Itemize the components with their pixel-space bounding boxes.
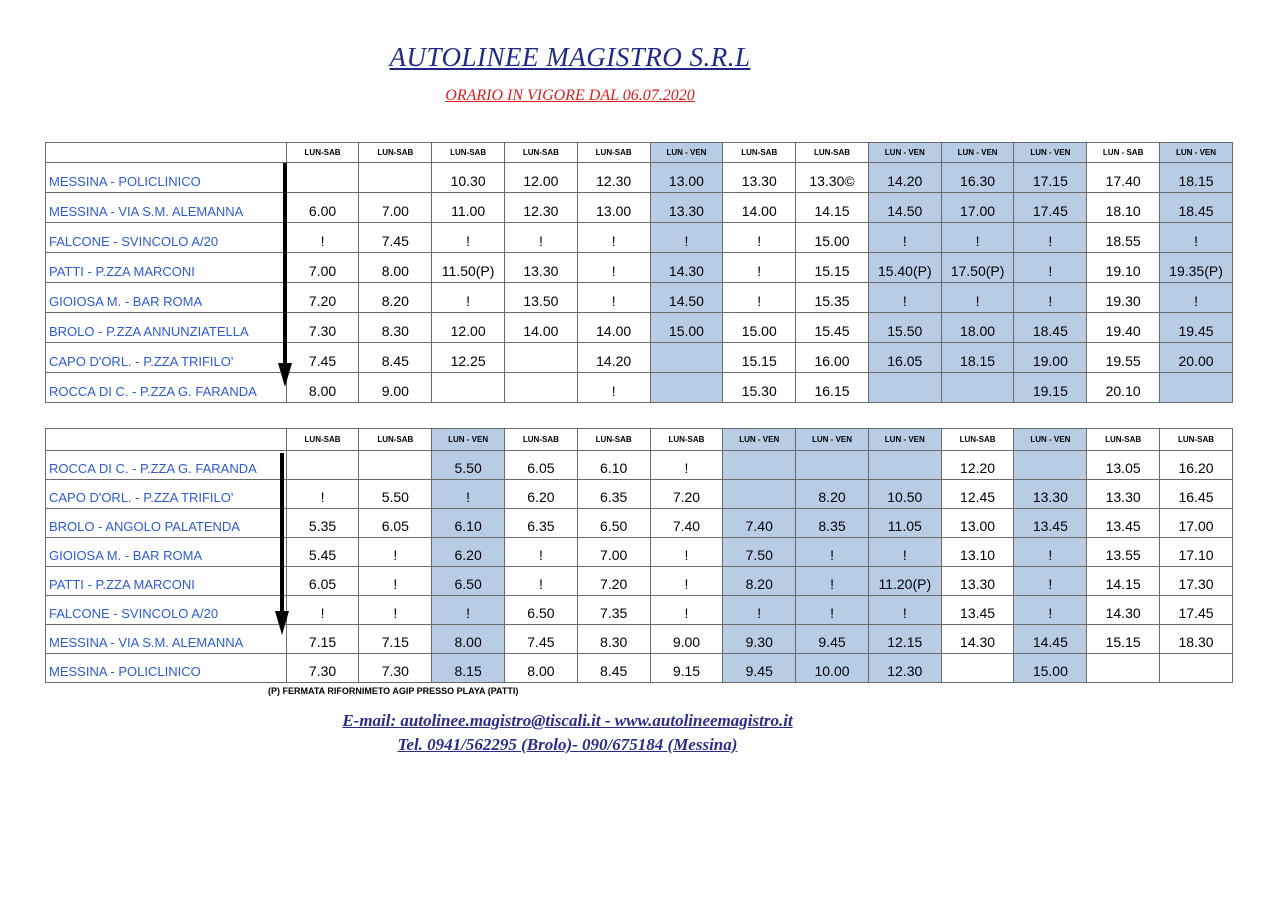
departure-time: ! bbox=[868, 596, 941, 625]
departure-time: 8.00 bbox=[432, 625, 505, 654]
departure-time: ! bbox=[505, 567, 578, 596]
departure-time bbox=[286, 163, 359, 193]
departure-time: 19.00 bbox=[1014, 343, 1087, 373]
departure-time: ! bbox=[1160, 223, 1233, 253]
departure-time: 8.20 bbox=[796, 480, 869, 509]
header-days-cell: LUN-SAB bbox=[1087, 429, 1160, 451]
table-row bbox=[46, 509, 1233, 538]
table-row bbox=[46, 193, 1233, 223]
departure-time: ! bbox=[1014, 567, 1087, 596]
table-row bbox=[46, 283, 1233, 313]
departure-time: 20.00 bbox=[1160, 343, 1233, 373]
departure-time: 18.55 bbox=[1087, 223, 1160, 253]
departure-time: ! bbox=[359, 538, 432, 567]
departure-time: 17.15 bbox=[1014, 163, 1087, 193]
departure-time: 8.30 bbox=[577, 625, 650, 654]
header-stop-cell bbox=[46, 143, 287, 163]
departure-time: ! bbox=[868, 538, 941, 567]
departure-time: 12.25 bbox=[432, 343, 505, 373]
departure-time: 7.30 bbox=[286, 654, 359, 683]
departure-time: 8.45 bbox=[359, 343, 432, 373]
header-days-cell: LUN-SAB bbox=[723, 143, 796, 163]
departure-time: 14.00 bbox=[723, 193, 796, 223]
departure-time: ! bbox=[432, 223, 505, 253]
departure-time bbox=[723, 451, 796, 480]
departure-time: ! bbox=[577, 253, 650, 283]
stop-name: BROLO - ANGOLO PALATENDA bbox=[46, 509, 287, 538]
stop-name: MESSINA - VIA S.M. ALEMANNA bbox=[46, 625, 287, 654]
departure-time: 13.45 bbox=[1014, 509, 1087, 538]
departure-time: 11.05 bbox=[868, 509, 941, 538]
departure-time: 6.35 bbox=[577, 480, 650, 509]
departure-time: 12.15 bbox=[868, 625, 941, 654]
departure-time: ! bbox=[286, 480, 359, 509]
departure-time: ! bbox=[432, 283, 505, 313]
departure-time: 5.45 bbox=[286, 538, 359, 567]
header-days-cell: LUN - VEN bbox=[796, 429, 869, 451]
departure-time: 8.20 bbox=[723, 567, 796, 596]
header-days-cell: LUN-SAB bbox=[286, 429, 359, 451]
departure-time: 13.10 bbox=[941, 538, 1014, 567]
departure-time: 7.45 bbox=[286, 343, 359, 373]
header-days-cell: LUN-SAB bbox=[577, 143, 650, 163]
departure-time: 13.00 bbox=[577, 193, 650, 223]
departure-time: 5.50 bbox=[432, 451, 505, 480]
departure-time: 10.00 bbox=[796, 654, 869, 683]
departure-time: ! bbox=[505, 538, 578, 567]
table-row bbox=[46, 480, 1233, 509]
departure-time: 6.10 bbox=[432, 509, 505, 538]
departure-time: ! bbox=[577, 223, 650, 253]
departure-time: 14.20 bbox=[577, 343, 650, 373]
departure-time: 12.45 bbox=[941, 480, 1014, 509]
departure-time: 6.05 bbox=[505, 451, 578, 480]
departure-time bbox=[723, 480, 796, 509]
departure-time: 13.30 bbox=[650, 193, 723, 223]
departure-time bbox=[650, 343, 723, 373]
departure-time bbox=[650, 373, 723, 403]
header-days-cell: LUN-SAB bbox=[1160, 429, 1233, 451]
departure-time: 15.00 bbox=[796, 223, 869, 253]
departure-time: 15.00 bbox=[650, 313, 723, 343]
departure-time: ! bbox=[868, 223, 941, 253]
table-row bbox=[46, 654, 1233, 683]
departure-time: ! bbox=[650, 451, 723, 480]
departure-time: 18.00 bbox=[941, 313, 1014, 343]
departure-time: 19.35(P) bbox=[1160, 253, 1233, 283]
departure-time bbox=[868, 451, 941, 480]
table-row bbox=[46, 596, 1233, 625]
stop-name: MESSINA - POLICLINICO bbox=[46, 654, 287, 683]
departure-time: ! bbox=[505, 223, 578, 253]
table-row bbox=[46, 538, 1233, 567]
departure-time: 11.20(P) bbox=[868, 567, 941, 596]
direction-arrow-return bbox=[280, 453, 284, 613]
departure-time: 13.55 bbox=[1087, 538, 1160, 567]
header-days-cell: LUN-SAB bbox=[286, 143, 359, 163]
departure-time: 17.40 bbox=[1087, 163, 1160, 193]
header-days-cell: LUN - VEN bbox=[941, 143, 1014, 163]
departure-time bbox=[359, 451, 432, 480]
departure-time: ! bbox=[723, 253, 796, 283]
departure-time: ! bbox=[1014, 538, 1087, 567]
header-days-cell: LUN - VEN bbox=[723, 429, 796, 451]
departure-time bbox=[796, 451, 869, 480]
departure-time: ! bbox=[577, 283, 650, 313]
departure-time: 8.00 bbox=[505, 654, 578, 683]
departure-time: 16.20 bbox=[1160, 451, 1233, 480]
departure-time: 14.50 bbox=[868, 193, 941, 223]
departure-time: 9.30 bbox=[723, 625, 796, 654]
stop-name: MESSINA - POLICLINICO bbox=[46, 163, 287, 193]
departure-time: 13.30 bbox=[1014, 480, 1087, 509]
departure-time: 18.10 bbox=[1087, 193, 1160, 223]
departure-time: 17.45 bbox=[1014, 193, 1087, 223]
departure-time: ! bbox=[941, 223, 1014, 253]
departure-time: 8.45 bbox=[577, 654, 650, 683]
departure-time: 8.30 bbox=[359, 313, 432, 343]
departure-time: ! bbox=[286, 223, 359, 253]
departure-time: 13.30 bbox=[723, 163, 796, 193]
stop-name: PATTI - P.ZZA MARCONI bbox=[46, 567, 287, 596]
departure-time: 13.05 bbox=[1087, 451, 1160, 480]
stop-name: GIOIOSA M. - BAR ROMA bbox=[46, 283, 287, 313]
header-stop-cell bbox=[46, 429, 287, 451]
header-row bbox=[46, 143, 1233, 163]
table-row bbox=[46, 625, 1233, 654]
header-days-cell: LUN-SAB bbox=[359, 143, 432, 163]
departure-time: 16.30 bbox=[941, 163, 1014, 193]
departure-time: 7.40 bbox=[723, 509, 796, 538]
departure-time: 11.50(P) bbox=[432, 253, 505, 283]
departure-time: 8.15 bbox=[432, 654, 505, 683]
departure-time: 13.30 bbox=[1087, 480, 1160, 509]
stop-name: FALCONE - SVINCOLO A/20 bbox=[46, 223, 287, 253]
header-days-cell: LUN-SAB bbox=[505, 143, 578, 163]
departure-time: 16.05 bbox=[868, 343, 941, 373]
schedule-validity-subtitle: ORARIO IN VIGORE DAL 06.07.2020 bbox=[445, 87, 695, 104]
stop-name: PATTI - P.ZZA MARCONI bbox=[46, 253, 287, 283]
departure-time: 15.15 bbox=[796, 253, 869, 283]
departure-time: 19.10 bbox=[1087, 253, 1160, 283]
departure-time: 18.45 bbox=[1160, 193, 1233, 223]
departure-time: ! bbox=[868, 283, 941, 313]
departure-time: 20.10 bbox=[1087, 373, 1160, 403]
departure-time: 5.50 bbox=[359, 480, 432, 509]
stop-name: BROLO - P.ZZA ANNUNZIATELLA bbox=[46, 313, 287, 343]
stop-name: MESSINA - VIA S.M. ALEMANNA bbox=[46, 193, 287, 223]
departure-time bbox=[432, 373, 505, 403]
departure-time: 6.00 bbox=[286, 193, 359, 223]
departure-time: 16.15 bbox=[796, 373, 869, 403]
departure-time: 15.35 bbox=[796, 283, 869, 313]
departure-time: 13.30 bbox=[941, 567, 1014, 596]
departure-time: ! bbox=[650, 223, 723, 253]
departure-time: 15.15 bbox=[723, 343, 796, 373]
departure-time: 14.00 bbox=[577, 313, 650, 343]
departure-time: 7.20 bbox=[577, 567, 650, 596]
departure-time: 9.45 bbox=[723, 654, 796, 683]
departure-time: ! bbox=[650, 596, 723, 625]
departure-time bbox=[941, 373, 1014, 403]
departure-time: 6.05 bbox=[359, 509, 432, 538]
departure-time: 13.30 bbox=[505, 253, 578, 283]
departure-time: 18.45 bbox=[1014, 313, 1087, 343]
departure-time: 8.00 bbox=[286, 373, 359, 403]
header-days-cell: LUN-SAB bbox=[796, 143, 869, 163]
departure-time: 7.30 bbox=[286, 313, 359, 343]
departure-time: ! bbox=[796, 538, 869, 567]
departure-time: 15.40(P) bbox=[868, 253, 941, 283]
departure-time: 18.15 bbox=[941, 343, 1014, 373]
departure-time bbox=[359, 163, 432, 193]
header-days-cell: LUN - VEN bbox=[868, 143, 941, 163]
header-days-cell: LUN - VEN bbox=[1014, 143, 1087, 163]
departure-time: 19.55 bbox=[1087, 343, 1160, 373]
departure-time: ! bbox=[941, 283, 1014, 313]
departure-time: ! bbox=[286, 596, 359, 625]
departure-time: ! bbox=[1014, 596, 1087, 625]
header-days-cell: LUN-SAB bbox=[432, 143, 505, 163]
departure-time: 15.45 bbox=[796, 313, 869, 343]
departure-time: 15.00 bbox=[1014, 654, 1087, 683]
page-title: AUTOLINEE MAGISTRO S.R.L bbox=[389, 42, 751, 72]
stop-name: CAPO D'ORL. - P.ZZA TRIFILO' bbox=[46, 480, 287, 509]
departure-time: 10.30 bbox=[432, 163, 505, 193]
table-row bbox=[46, 253, 1233, 283]
departure-time: 12.30 bbox=[868, 654, 941, 683]
departure-time: 6.50 bbox=[577, 509, 650, 538]
contact-email-web[interactable]: E-mail: autolinee.magistro@tiscali.it - www.autolineemagistro.it bbox=[342, 711, 793, 730]
departure-time: 7.00 bbox=[286, 253, 359, 283]
departure-time: 15.15 bbox=[1087, 625, 1160, 654]
departure-time: 18.30 bbox=[1160, 625, 1233, 654]
departure-time: ! bbox=[577, 373, 650, 403]
departure-time: 7.30 bbox=[359, 654, 432, 683]
departure-time: 11.00 bbox=[432, 193, 505, 223]
departure-time bbox=[505, 343, 578, 373]
departure-time: ! bbox=[650, 567, 723, 596]
departure-time: 7.00 bbox=[577, 538, 650, 567]
departure-time: ! bbox=[723, 223, 796, 253]
header-days-cell: LUN - VEN bbox=[868, 429, 941, 451]
stop-name: FALCONE - SVINCOLO A/20 bbox=[46, 596, 287, 625]
stop-name: GIOIOSA M. - BAR ROMA bbox=[46, 538, 287, 567]
table-row bbox=[46, 313, 1233, 343]
departure-time: 13.00 bbox=[650, 163, 723, 193]
departure-time bbox=[505, 373, 578, 403]
table-row bbox=[46, 567, 1233, 596]
departure-time: 7.15 bbox=[359, 625, 432, 654]
header-days-cell: LUN-SAB bbox=[941, 429, 1014, 451]
departure-time: 15.30 bbox=[723, 373, 796, 403]
departure-time: 6.35 bbox=[505, 509, 578, 538]
departure-time: 13.30© bbox=[796, 163, 869, 193]
departure-time: 14.45 bbox=[1014, 625, 1087, 654]
departure-time: 16.00 bbox=[796, 343, 869, 373]
departure-time: ! bbox=[1014, 283, 1087, 313]
departure-time: 19.40 bbox=[1087, 313, 1160, 343]
header-days-cell: LUN - SAB bbox=[1087, 143, 1160, 163]
departure-time: 14.00 bbox=[505, 313, 578, 343]
departure-time: ! bbox=[723, 283, 796, 313]
departure-time: ! bbox=[1014, 253, 1087, 283]
departure-time: 14.15 bbox=[796, 193, 869, 223]
departure-time bbox=[1160, 654, 1233, 683]
departure-time bbox=[286, 451, 359, 480]
table-row bbox=[46, 163, 1233, 193]
departure-time: 18.15 bbox=[1160, 163, 1233, 193]
departure-time: 7.40 bbox=[650, 509, 723, 538]
table-row bbox=[46, 223, 1233, 253]
header-days-cell: LUN-SAB bbox=[577, 429, 650, 451]
departure-time: 5.35 bbox=[286, 509, 359, 538]
departure-time: 6.20 bbox=[432, 538, 505, 567]
departure-time: 17.45 bbox=[1160, 596, 1233, 625]
departure-time: 8.00 bbox=[359, 253, 432, 283]
departure-time: 8.35 bbox=[796, 509, 869, 538]
direction-arrow-outbound bbox=[283, 163, 287, 365]
departure-time: ! bbox=[723, 596, 796, 625]
departure-time: 10.50 bbox=[868, 480, 941, 509]
departure-time: 7.50 bbox=[723, 538, 796, 567]
departure-time: 7.20 bbox=[650, 480, 723, 509]
departure-time: 6.50 bbox=[505, 596, 578, 625]
header-days-cell: LUN - VEN bbox=[650, 143, 723, 163]
header-row bbox=[46, 429, 1233, 451]
departure-time bbox=[1160, 373, 1233, 403]
departure-time: ! bbox=[796, 596, 869, 625]
departure-time: ! bbox=[796, 567, 869, 596]
departure-time: 12.00 bbox=[505, 163, 578, 193]
departure-time: 12.20 bbox=[941, 451, 1014, 480]
departure-time: 6.05 bbox=[286, 567, 359, 596]
departure-time: 14.30 bbox=[941, 625, 1014, 654]
departure-time: ! bbox=[1014, 223, 1087, 253]
departure-time: 17.10 bbox=[1160, 538, 1233, 567]
header-days-cell: LUN - VEN bbox=[432, 429, 505, 451]
departure-time bbox=[1014, 451, 1087, 480]
departure-time: 16.45 bbox=[1160, 480, 1233, 509]
departure-time: 7.15 bbox=[286, 625, 359, 654]
stop-name: ROCCA DI C. - P.ZZA G. FARANDA bbox=[46, 451, 287, 480]
header-days-cell: LUN-SAB bbox=[650, 429, 723, 451]
departure-time: 14.30 bbox=[1087, 596, 1160, 625]
departure-time: 14.30 bbox=[650, 253, 723, 283]
contact-phone: Tel. 0941/562295 (Brolo)- 090/675184 (Messina) bbox=[397, 735, 738, 754]
departure-time: 9.00 bbox=[650, 625, 723, 654]
departure-time: 19.30 bbox=[1087, 283, 1160, 313]
departure-time: 6.10 bbox=[577, 451, 650, 480]
header-days-cell: LUN-SAB bbox=[505, 429, 578, 451]
table-row bbox=[46, 373, 1233, 403]
departure-time bbox=[1087, 654, 1160, 683]
departure-time: 6.20 bbox=[505, 480, 578, 509]
departure-time: 19.15 bbox=[1014, 373, 1087, 403]
departure-time: 17.00 bbox=[941, 193, 1014, 223]
header-days-cell: LUN - VEN bbox=[1014, 429, 1087, 451]
departure-time: 6.50 bbox=[432, 567, 505, 596]
departure-time: 8.20 bbox=[359, 283, 432, 313]
departure-time: 9.00 bbox=[359, 373, 432, 403]
table-row bbox=[46, 451, 1233, 480]
departure-time: 17.00 bbox=[1160, 509, 1233, 538]
departure-time: 9.15 bbox=[650, 654, 723, 683]
departure-time: 15.50 bbox=[868, 313, 941, 343]
departure-time: 15.00 bbox=[723, 313, 796, 343]
timetable-return bbox=[45, 428, 1233, 683]
stop-name: ROCCA DI C. - P.ZZA G. FARANDA bbox=[46, 373, 287, 403]
departure-time: ! bbox=[432, 480, 505, 509]
departure-time: 14.20 bbox=[868, 163, 941, 193]
departure-time: 12.30 bbox=[505, 193, 578, 223]
departure-time: 17.30 bbox=[1160, 567, 1233, 596]
departure-time bbox=[868, 373, 941, 403]
departure-time: 14.50 bbox=[650, 283, 723, 313]
departure-time: ! bbox=[359, 567, 432, 596]
departure-time: 12.00 bbox=[432, 313, 505, 343]
header-days-cell: LUN-SAB bbox=[359, 429, 432, 451]
departure-time: 13.45 bbox=[941, 596, 1014, 625]
departure-time: 7.45 bbox=[505, 625, 578, 654]
departure-time: 13.50 bbox=[505, 283, 578, 313]
departure-time: 13.00 bbox=[941, 509, 1014, 538]
departure-time bbox=[941, 654, 1014, 683]
departure-time: ! bbox=[650, 538, 723, 567]
departure-time: ! bbox=[1160, 283, 1233, 313]
departure-time: 7.45 bbox=[359, 223, 432, 253]
departure-time: 7.35 bbox=[577, 596, 650, 625]
header-days-cell: LUN - VEN bbox=[1160, 143, 1233, 163]
footnote-p: (P) FERMATA RIFORNIMETO AGIP PRESSO PLAYA (PATTI) bbox=[268, 686, 519, 696]
departure-time: 13.45 bbox=[1087, 509, 1160, 538]
departure-time: 7.00 bbox=[359, 193, 432, 223]
departure-time: 12.30 bbox=[577, 163, 650, 193]
departure-time: 17.50(P) bbox=[941, 253, 1014, 283]
table-row bbox=[46, 343, 1233, 373]
departure-time: ! bbox=[432, 596, 505, 625]
stop-name: CAPO D'ORL. - P.ZZA TRIFILO' bbox=[46, 343, 287, 373]
timetable-outbound bbox=[45, 142, 1233, 403]
departure-time: 14.15 bbox=[1087, 567, 1160, 596]
departure-time: 19.45 bbox=[1160, 313, 1233, 343]
departure-time: ! bbox=[359, 596, 432, 625]
departure-time: 9.45 bbox=[796, 625, 869, 654]
departure-time: 7.20 bbox=[286, 283, 359, 313]
